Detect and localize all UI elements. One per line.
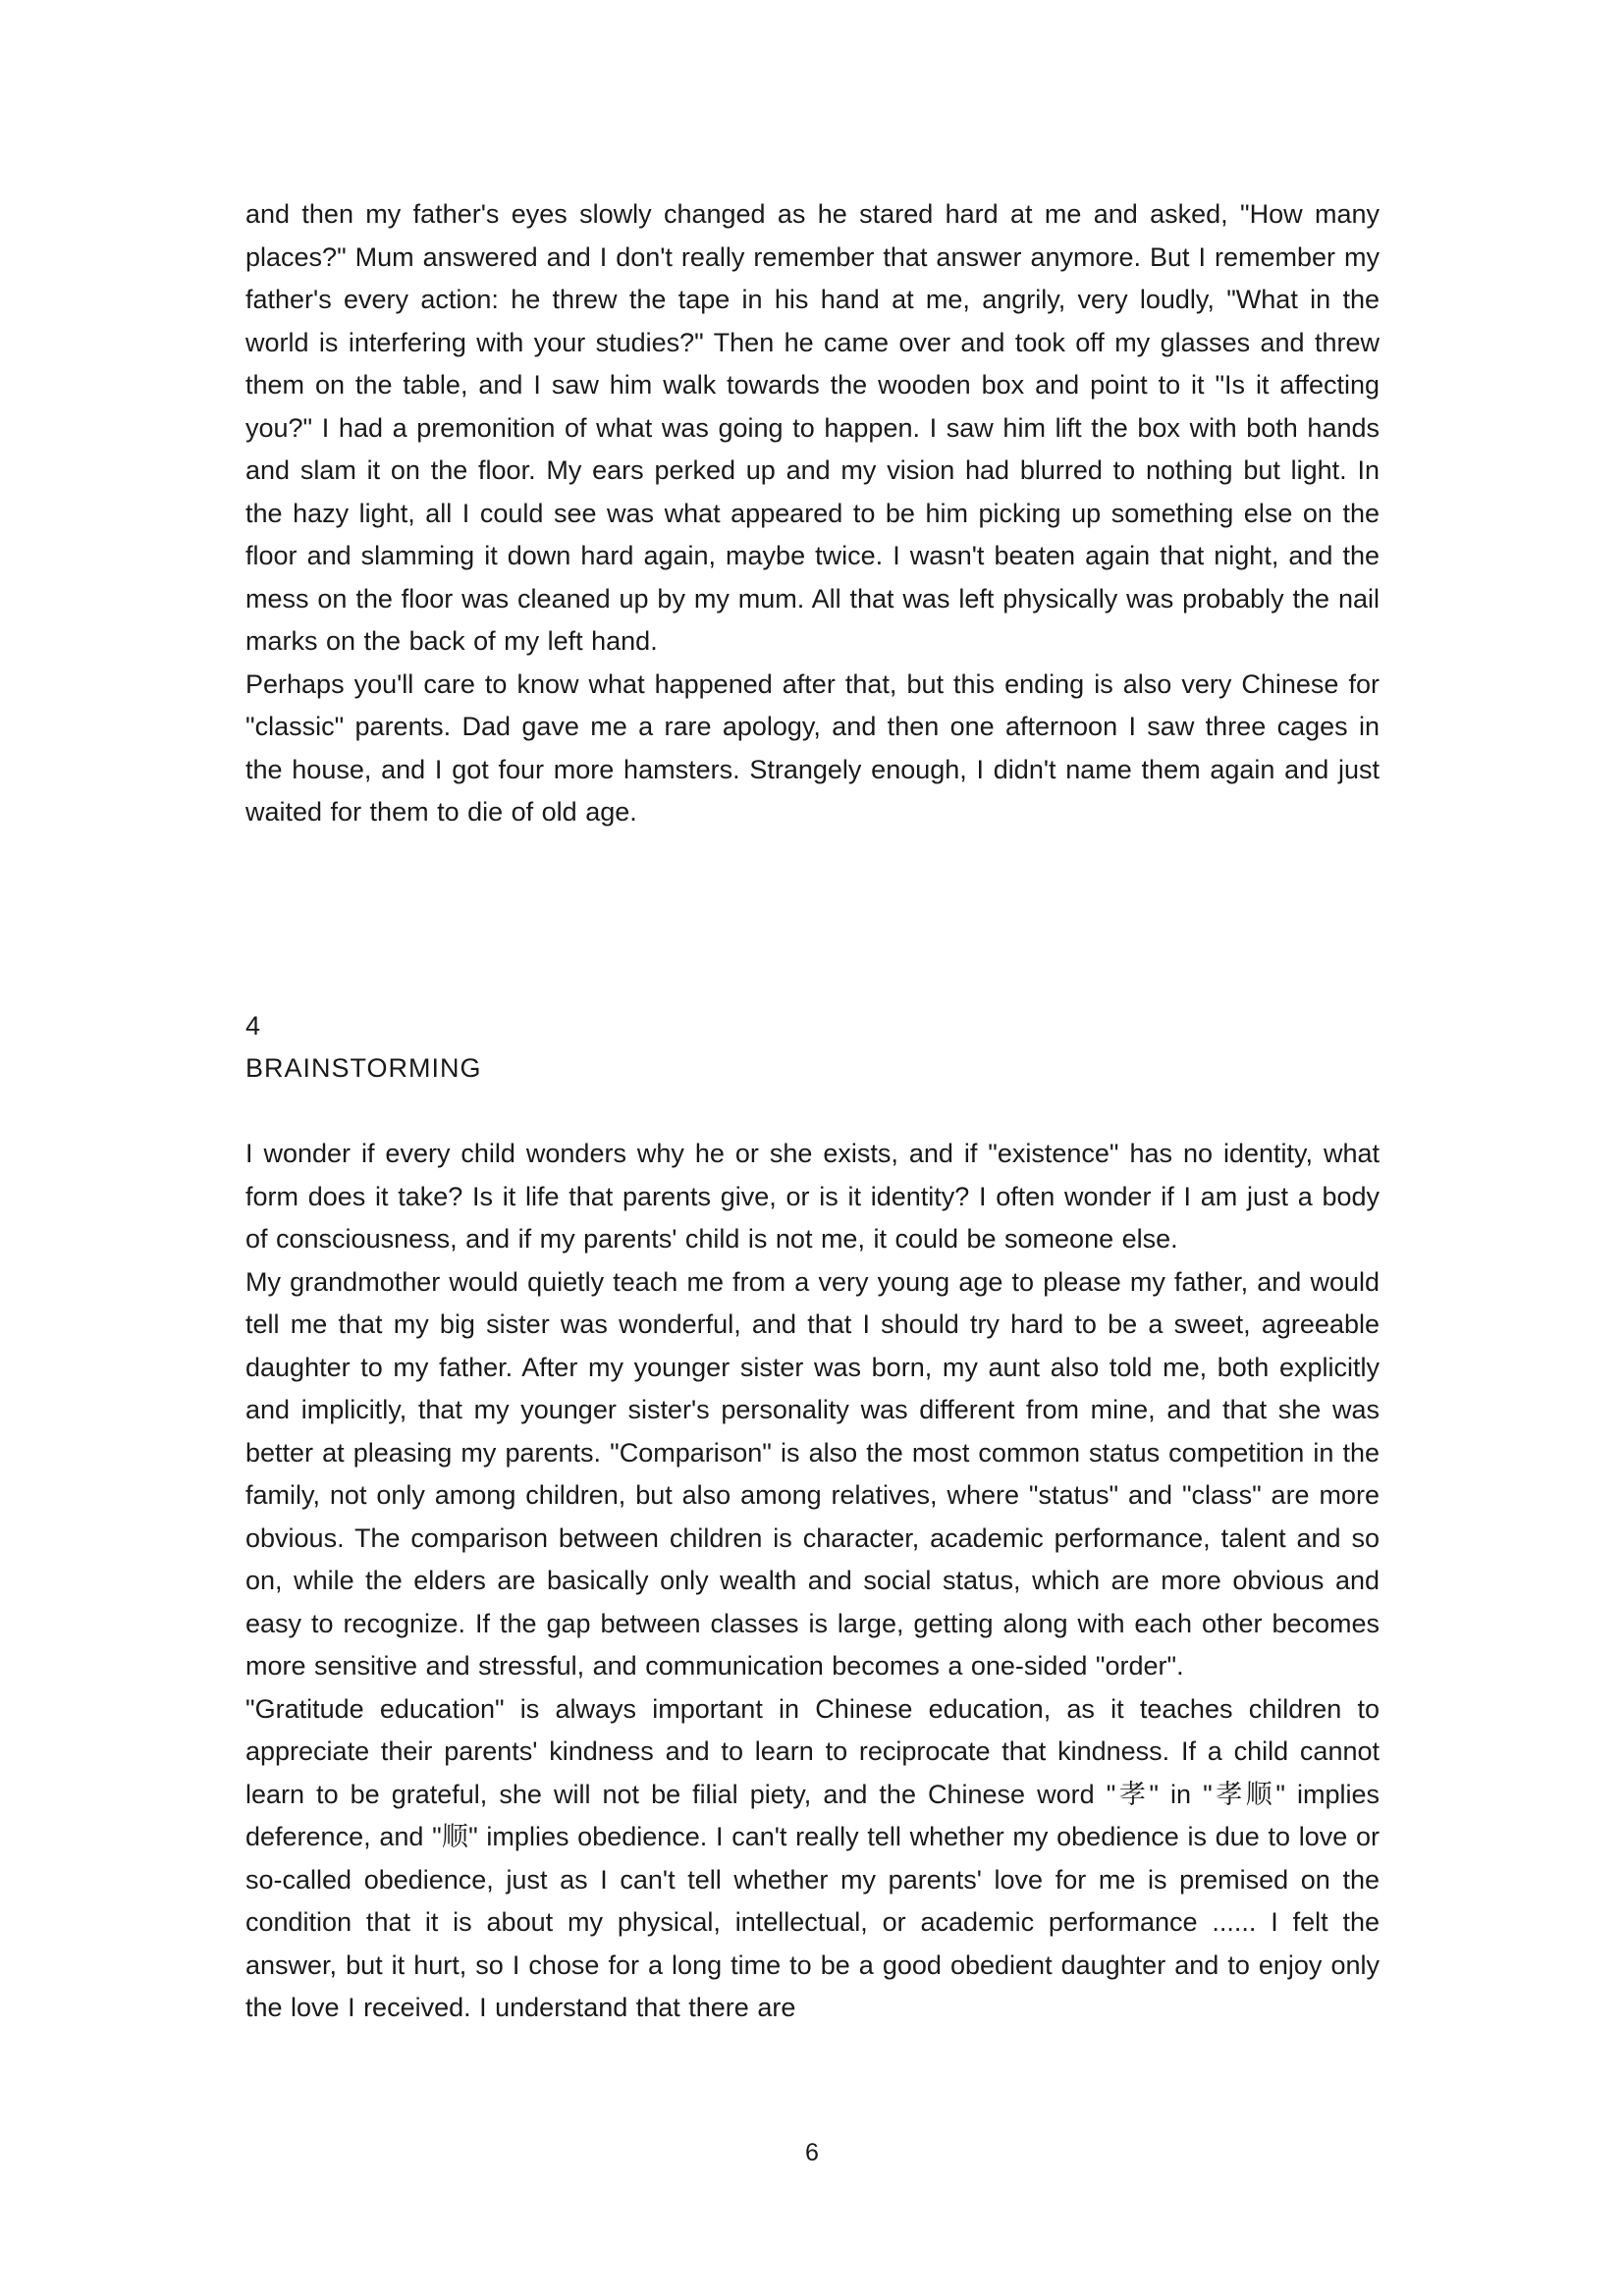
page-footer	[0, 2136, 1624, 2169]
document-content	[245, 193, 1380, 2030]
page-number: 6	[805, 2139, 819, 2166]
paragraph-grandmother-comparison: My grandmother would quietly teach me from a very young age to please my father, and would tell me that my big sister was wonderful, and that I should try hard to be a sweet, agreeable daughter to my father. After my younger sister was born, my aunt also told me, both explicitly and implicitly, that my younger sister's personality was different from mine, and that she was better at pleasing my parents. "Comparison" is also the most common status competition in the family, not only among children, but also among relatives, where "status" and "class" are more obvious. The comparison between children is character, academic performance, talent and so on, while the elders are basically only wealth and social status, which are more obvious and easy to recognize. If the gap between classes is large, getting along with each other becomes more sensitive and stressful, and communication becomes a one-sided "order".	[245, 1266, 1380, 1681]
section-heading: BRAINSTORMING	[245, 1053, 482, 1083]
section-number: 4	[245, 1010, 261, 1041]
paragraph-gratitude-education: "Gratitude education" is always important in Chinese education, as it teaches children to appreciate their parents' kindness and to learn to reciprocate that kindness. If a child cannot learn to be grateful, she will not be filial piety, and the Chinese word "孝" in "孝顺" implies deference, and "顺" implies obedience. I can't really tell whether my obedience is due to love or so-called obedience, just as I can't tell whether my parents' love for me is premised on the condition that it is about my physical, intellectual, or academic performance ...... I felt the answer, but it hurt, so I chose for a long time to be a good obedient daughter and to enjoy only the love I received. I understand that there are	[245, 1693, 1380, 2022]
paragraph-aftermath: Perhaps you'll care to know what happened after that, but this ending is also very Chinese for "classic" parents. Dad gave me a rare apology, and then one afternoon I saw three cages in the house, and I got four more hamsters. Strangely enough, I didn't name them again and just waited for them to die of old age.	[245, 668, 1380, 827]
paragraph-father-reaction: and then my father's eyes slowly changed as he stared hard at me and asked, "How many places?" Mum answered and I don't really remember that answer anymore. But I remember my father's every action: he threw the tape in his hand at me, angrily, very loudly, "What in the world is interfering with your studies?" Then he came over and took off my glasses and threw them on the table, and I saw him walk towards the wooden box and point to it "Is it affecting you?" I had a premonition of what was going to happen. I saw him lift the box with both hands and slam it on the floor. My ears perked up and my vision had blurred to nothing but light. In the hazy light, all I could see was what appeared to be him picking up something else on the floor and slamming it down hard again, maybe twice. I wasn't beaten again that night, and the mess on the floor was cleaned up by my mum. All that was left physically was probably the nail marks on the back of my left hand.	[245, 199, 1380, 656]
paragraph-existence: I wonder if every child wonders why he or she exists, and if "existence" has no identity, what form does it take? Is it life that parents give, or is it identity? I often wonder if I am just a body of consciousness, and if my parents' child is not me, it could be someone else.	[245, 1139, 1380, 1254]
